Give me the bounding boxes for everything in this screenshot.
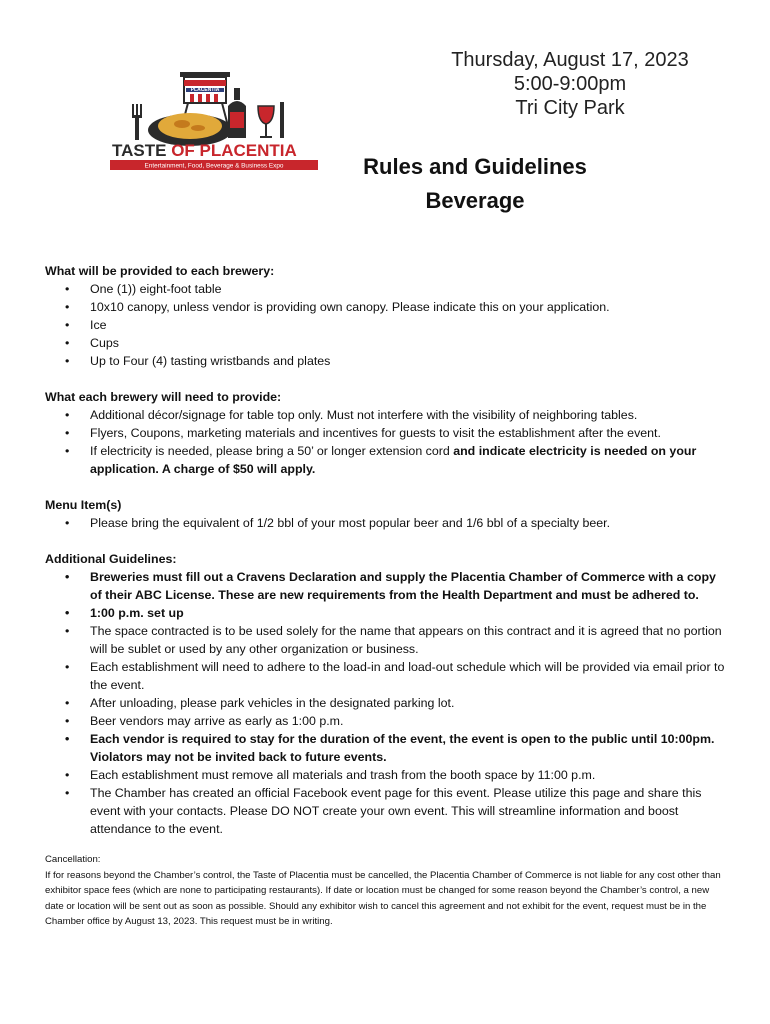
- list-item: • The space contracted is to be used solely for the name that appears on this contract and it is agreed that no portion will be sublet or used by any other organization or business.: [65, 624, 722, 656]
- additional-section: [45, 550, 725, 838]
- bullet-icon: •: [65, 660, 70, 674]
- event-time: 5:00-9:00pm: [513, 73, 627, 95]
- additional-heading: Additional Guidelines:: [45, 552, 177, 566]
- provided-heading: What will be provided to each brewery:: [45, 264, 275, 278]
- list-item: • Up to Four (4) tasting wristbands and plates: [65, 354, 331, 368]
- bullet-icon: •: [65, 624, 70, 638]
- bullet-icon: •: [65, 768, 70, 782]
- bullet-icon: •: [65, 714, 70, 728]
- cancellation-heading: Cancellation:: [45, 854, 101, 865]
- list-item: • Cups: [65, 336, 119, 350]
- bullet-icon: •: [65, 282, 70, 296]
- event-date: Thursday, August 17, 2023: [451, 49, 689, 71]
- bullet-icon: •: [65, 318, 70, 332]
- menu-section: [45, 496, 725, 532]
- provided-list: [45, 280, 725, 370]
- bullet-icon: •: [65, 732, 70, 746]
- bullet-icon: •: [65, 300, 70, 314]
- list-item: • Each vendor is required to stay for the duration of the event, the event is open to the public until 10:00pm. Violators may not be invited back to future events.: [65, 732, 715, 764]
- event-location: Tri City Park: [515, 97, 625, 119]
- list-item: • The Chamber has created an official Facebook event page for this event. Please utilize this page and share this event with your contacts. Please DO NOT create your own event. This will streamline information and boost attendance to the event.: [65, 786, 702, 836]
- menu-list: [45, 514, 725, 532]
- list-item: • 10x10 canopy, unless vendor is providing own canopy. Please indicate this on your application.: [65, 300, 610, 314]
- guidelines-content: [45, 262, 725, 856]
- taste-of-placentia-logo: [110, 66, 320, 170]
- logo-graphic: [110, 66, 320, 170]
- title-line-1: Rules and Guidelines: [363, 154, 587, 179]
- list-item: • Ice: [65, 318, 107, 332]
- list-item: • After unloading, please park vehicles in the designated parking lot.: [65, 696, 455, 710]
- bullet-icon: •: [65, 444, 70, 458]
- list-item: • Each establishment must remove all materials and trash from the booth space by 11:00 p.m.: [65, 768, 596, 782]
- needs-section: [45, 388, 725, 478]
- event-info: [420, 48, 720, 120]
- bullet-icon: •: [65, 426, 70, 440]
- additional-list: [45, 568, 725, 838]
- bullet-icon: •: [65, 570, 70, 584]
- list-item: • Each establishment will need to adhere to the load-in and load-out schedule which will be provided via email prior to the event.: [65, 660, 725, 692]
- bullet-icon: •: [65, 336, 70, 350]
- bullet-icon: •: [65, 354, 70, 368]
- bullet-icon: •: [65, 696, 70, 710]
- title-line-2: Beverage: [425, 188, 525, 213]
- cancellation-section: [45, 852, 725, 930]
- document-title: [330, 150, 620, 218]
- menu-heading: Menu Item(s): [45, 498, 122, 512]
- list-item: • If electricity is needed, please bring a 50’ or longer extension cord and indicate electricity is needed on your application. A charge of $50 will apply.: [65, 444, 697, 476]
- list-item: • Please bring the equivalent of 1/2 bbl of your most popular beer and 1/6 bbl of a specialty beer.: [65, 516, 611, 530]
- list-item: • One (1)) eight-foot table: [65, 282, 222, 296]
- bullet-icon: •: [65, 786, 70, 800]
- bullet-icon: •: [65, 408, 70, 422]
- list-item: • Breweries must fill out a Cravens Declaration and supply the Placentia Chamber of Commerce with a copy of their ABC License. These are new requirements from the Health Department and must be adhered to.: [65, 570, 716, 602]
- list-item: • 1:00 p.m. set up: [65, 606, 184, 620]
- list-item: • Flyers, Coupons, marketing materials and incentives for guests to visit the establishment after the event.: [65, 426, 661, 440]
- needs-heading: What each brewery will need to provide:: [45, 390, 282, 404]
- bullet-icon: •: [65, 606, 70, 620]
- list-item: • Additional décor/signage for table top only. Must not interfere with the visibility of neighboring tables.: [65, 408, 638, 422]
- logo-name-text: TASTE OF PLACENTIA: [112, 141, 297, 160]
- needs-list: [45, 406, 725, 478]
- cancellation-text: If for reasons beyond the Chamber’s control, the Taste of Placentia must be cancelled, the Placentia Chamber of Commerce is not liable for any cost other than exhibitor space fees (which are none to participating restaurants). If date or location must be changed for some reason beyond the Chamber’s control, a new date or location will be sent out as soon as possible. Should any exhibitor wish to cancel this agreement and not exhibit for the event, request must be in the Chamber office by August 13, 2023. This request must be in writing.: [45, 869, 721, 927]
- logo-tagline: Entertainment, Food, Beverage & Business Expo: [144, 162, 284, 170]
- logo-badge-text: PLACENTIA: [190, 87, 220, 93]
- bullet-icon: •: [65, 516, 70, 530]
- list-item: • Beer vendors may arrive as early as 1:00 p.m.: [65, 714, 344, 728]
- provided-section: [45, 262, 725, 370]
